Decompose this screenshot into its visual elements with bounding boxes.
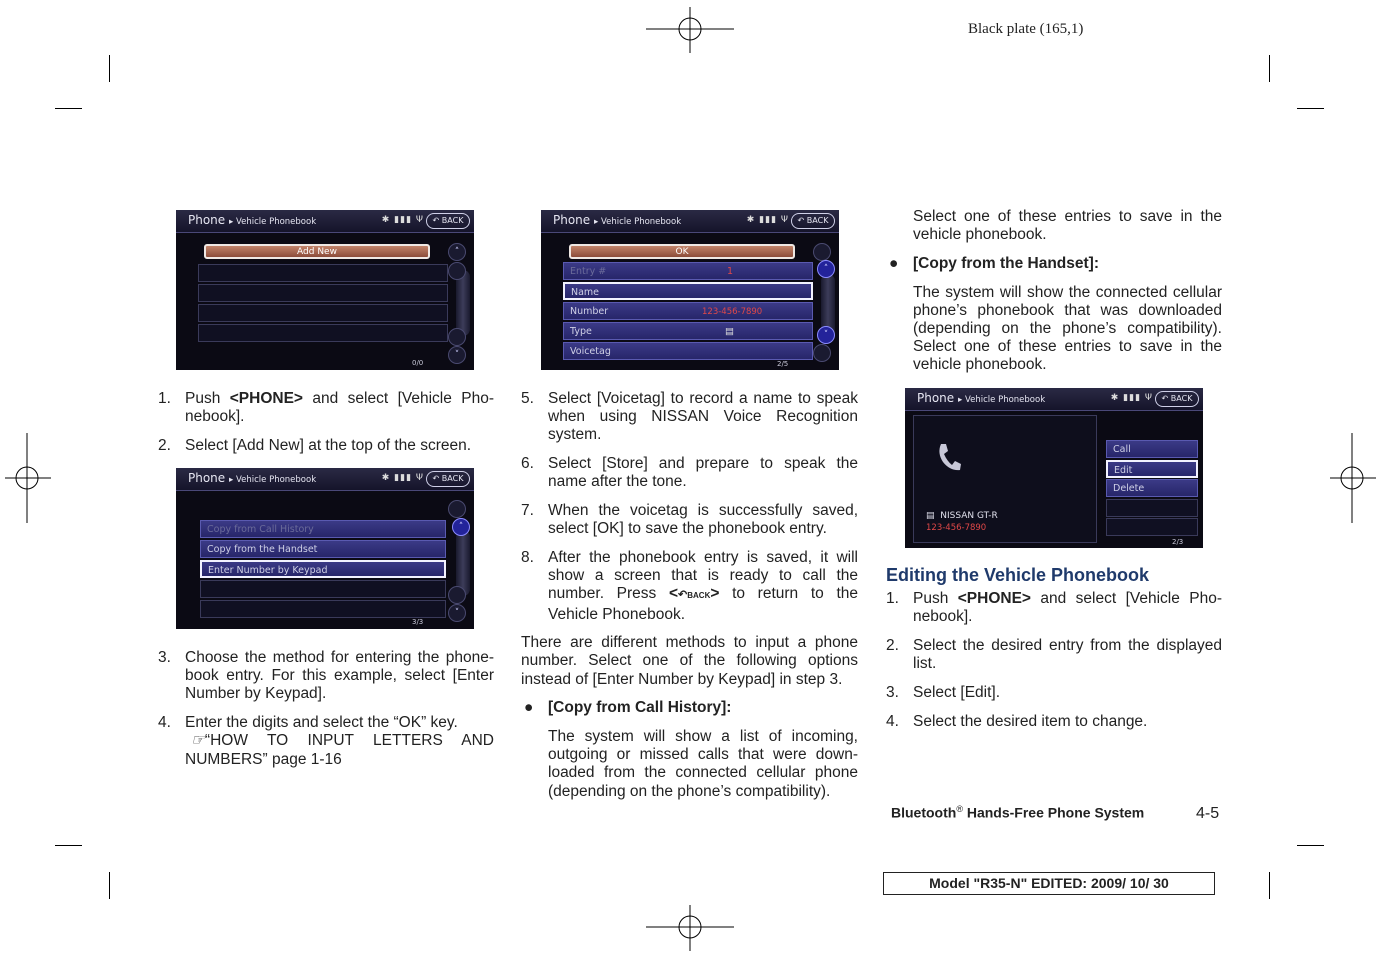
scroll-up-icon[interactable]: ˄	[817, 260, 835, 278]
field-label: Type	[570, 326, 592, 337]
step-number: 5.	[521, 390, 534, 407]
page-count: 3/3	[412, 618, 424, 626]
step-text: Select [Add New] at the top of the screen.	[185, 436, 472, 454]
scroll-knob-icon	[813, 243, 831, 261]
screen-contact-detail	[905, 388, 1203, 548]
scroll-up-icon[interactable]: ˄	[448, 243, 466, 261]
menu-item-copy-call-history[interactable]: Copy from Call History	[200, 520, 446, 538]
breadcrumb: Phone ▸ Vehicle Phonebook	[553, 213, 682, 227]
scroll-knob-icon	[448, 328, 466, 346]
field-label: Number	[570, 306, 609, 317]
breadcrumb-main: Phone	[553, 213, 591, 227]
contact-name-line: ▤ NISSAN GT-R	[926, 511, 998, 521]
back-key	[669, 585, 719, 602]
section-footer	[891, 804, 1144, 821]
step-text: Push	[185, 390, 230, 407]
field-label: Name	[571, 287, 600, 298]
step-number: 3.	[158, 649, 171, 666]
crop-mark	[109, 872, 110, 899]
crop-mark	[109, 55, 110, 82]
step-text: Select the desired entry from the displayed list.	[913, 637, 1222, 673]
scroll-knob-icon	[448, 586, 466, 604]
contact-number: 123-456-7890	[926, 523, 987, 533]
step-text: Push	[913, 590, 958, 608]
page-number: 4-5	[1196, 805, 1220, 822]
field-type[interactable]	[563, 322, 813, 340]
bullet-title: [Copy from Call History]:	[548, 699, 732, 717]
screen-new-entry	[541, 210, 839, 370]
step-text: Select [Voicetag] to record a name to speak when using NISSAN Voice Recognition system.	[548, 390, 858, 444]
call-history-continued: Select one of these entries to save in the vehicle phonebook.	[913, 208, 1222, 244]
scroll-down-icon[interactable]: ˅	[448, 346, 466, 364]
step-text: and select [Vehicle Pho-nebook].	[913, 590, 1223, 626]
bullet-handset	[886, 255, 1222, 273]
field-entry-number[interactable]	[563, 262, 813, 280]
screen-header	[905, 388, 1203, 411]
crop-mark	[1269, 55, 1270, 82]
page-count: 2/3	[1172, 538, 1184, 546]
phone-key: <PHONE>	[229, 390, 303, 407]
breadcrumb: Phone ▸ Vehicle Phonebook	[188, 213, 317, 227]
breadcrumb: Phone ▸ Vehicle Phonebook	[917, 391, 1046, 405]
field-label: Voicetag	[570, 346, 611, 357]
breadcrumb-main: Phone	[188, 471, 226, 485]
registration-mark-left	[5, 433, 51, 523]
field-voicetag[interactable]	[563, 342, 813, 360]
step-number: 1.	[886, 590, 899, 608]
field-name[interactable]	[563, 282, 813, 300]
back-arrow-icon: ↶	[678, 589, 688, 602]
step-text: and select [Vehicle Pho-nebook].	[185, 390, 495, 426]
step-8	[521, 549, 858, 624]
back-label: BACK	[806, 216, 829, 225]
crop-mark	[1269, 872, 1270, 899]
bullet-handset-text: The system will show the connected cellular phone’s phonebook that was downloaded (depending on the phone’s compatibility). Select one of these entries to save in the vehicle phonebook.	[913, 283, 1222, 374]
menu-item-edit[interactable]: Edit	[1106, 460, 1198, 478]
field-value: 1	[727, 266, 734, 277]
bullet-icon: ●	[524, 699, 534, 717]
ok-button[interactable]: OK	[569, 244, 795, 259]
menu-item-call[interactable]: Call	[1106, 440, 1198, 458]
scroll-down-icon[interactable]: ˅	[448, 604, 466, 622]
step-3	[158, 649, 494, 704]
bullet-icon: ●	[889, 254, 899, 272]
step-5	[521, 390, 858, 445]
step-text: to return to the Vehicle Phonebook.	[548, 585, 858, 623]
back-button[interactable]: ↶ BACK	[791, 213, 835, 229]
screen-header	[541, 210, 839, 233]
plate-label: Black plate (165,1)	[968, 21, 1084, 37]
reference-icon: ☞	[191, 732, 205, 750]
column-2	[521, 390, 858, 811]
registration-mark-bottom	[646, 905, 734, 951]
breadcrumb-main: Phone	[188, 213, 226, 227]
crop-mark	[1297, 108, 1324, 109]
edit-step-2	[886, 637, 1222, 673]
status-icons: ✱ ▮▮▮ Ψ	[381, 215, 424, 225]
methods-paragraph: There are different methods to input a phone number. Select one of the following options instead of [Enter Number by Keypad] in step 3.	[521, 634, 858, 688]
status-icons: ✱ ▮▮▮ Ψ	[381, 473, 424, 483]
list-item	[198, 304, 448, 322]
menu-item-enter-keypad[interactable]: Enter Number by Keypad	[200, 560, 446, 578]
column-1-lower	[158, 649, 494, 779]
step-number: 1.	[158, 390, 171, 407]
scroll-knob-icon	[448, 500, 466, 518]
step-text: Select the desired item to change.	[913, 712, 1148, 730]
step-text: After the phonebook entry is saved, it will show a screen that is ready to call the number. Press	[548, 548, 858, 603]
edit-step-4	[886, 713, 1222, 731]
screen-input-method	[176, 468, 474, 629]
phone-type-icon: ▤	[725, 326, 734, 337]
screen-header	[176, 210, 474, 233]
column-1	[158, 390, 494, 466]
page-count: 2/5	[777, 360, 789, 368]
back-label: BACK	[441, 216, 464, 225]
list-item	[1106, 499, 1198, 517]
status-icons: ✱ ▮▮▮ Ψ	[746, 215, 789, 225]
scroll-down-icon[interactable]: ˅	[817, 326, 835, 344]
scroll-knob-icon	[448, 262, 466, 280]
contact-name: NISSAN GT-R	[940, 511, 998, 521]
menu-item-delete[interactable]: Delete	[1106, 479, 1198, 497]
page-reference: “HOW TO INPUT LETTERS AND NUMBERS” page 1-16	[185, 732, 494, 768]
bullet-call-history-text: The system will show a list of incoming, outgoing or missed calls that were down-loaded from the connected cellular phone (depending on the phone’s compatibility).	[548, 728, 858, 800]
breadcrumb-sub: Vehicle Phonebook	[600, 217, 682, 227]
registration-mark-top	[646, 7, 734, 53]
crop-mark	[55, 845, 82, 846]
breadcrumb-sub: Vehicle Phonebook	[235, 475, 317, 485]
column-3	[886, 208, 1222, 385]
bullet-call-history	[521, 699, 858, 717]
step-6	[521, 455, 858, 491]
step-number: 3.	[886, 684, 899, 702]
status-icons: ✱ ▮▮▮ Ψ	[1110, 393, 1153, 403]
page-count: 0/0	[412, 359, 424, 367]
screen-add-new	[176, 210, 474, 370]
screen-header	[176, 468, 474, 491]
back-label: BACK	[1170, 394, 1193, 403]
bullet-title: [Copy from the Handset]:	[913, 254, 1099, 272]
step-number: 2.	[158, 436, 171, 454]
back-button[interactable]: ↶ BACK	[1155, 391, 1199, 407]
step-text: Select [Store] and prepare to speak the name after the tone.	[548, 455, 858, 491]
field-value: 123-456-7890	[702, 307, 763, 317]
key-bracket: <	[668, 585, 679, 603]
registered-mark: ®	[956, 804, 963, 814]
step-number: 4.	[158, 714, 171, 732]
step-7	[521, 502, 858, 538]
registration-mark-right	[1330, 433, 1376, 523]
field-number[interactable]	[563, 302, 813, 320]
edit-step-3	[886, 684, 1222, 702]
step-text: Select [Edit].	[913, 684, 1001, 702]
section-heading: Editing the Vehicle Phonebook	[886, 565, 1150, 585]
step-text: Choose the method for entering the phone-book entry. For this example, select [Enter Number by Keypad].	[185, 649, 494, 703]
key-bracket: >	[710, 585, 720, 603]
breadcrumb-main: Phone	[917, 391, 955, 405]
breadcrumb: Phone ▸ Vehicle Phonebook	[188, 471, 317, 485]
contact-panel	[913, 415, 1097, 543]
back-label: BACK	[441, 474, 464, 483]
step-number: 4.	[886, 712, 899, 730]
breadcrumb-sub: Vehicle Phonebook	[235, 217, 317, 227]
list-item	[1106, 518, 1198, 536]
scroll-up-icon[interactable]: ˄	[452, 518, 470, 536]
step-2	[158, 437, 494, 455]
crop-mark	[1297, 845, 1324, 846]
scroll-knob-icon	[813, 344, 831, 362]
step-number: 2.	[886, 637, 899, 655]
step-number: 8.	[521, 548, 534, 566]
edit-step-1	[886, 590, 1222, 626]
field-label: Entry #	[570, 266, 607, 277]
model-edit-box: Model "R35-N" EDITED: 2009/ 10/ 30	[883, 872, 1215, 895]
list-item	[198, 284, 448, 302]
back-key-label: BACK	[687, 591, 711, 601]
step-number: 7.	[521, 502, 534, 520]
breadcrumb-sub: Vehicle Phonebook	[964, 395, 1046, 405]
list-item	[198, 324, 448, 342]
step-1	[158, 390, 494, 426]
list-item	[198, 264, 448, 282]
step-text: When the voicetag is successfully saved, select [OK] to save the phonebook entry.	[548, 502, 858, 538]
footer-brand: Bluetooth	[891, 804, 957, 821]
list-item	[200, 600, 446, 618]
step-text: Enter the digits and select the “OK” key.	[185, 714, 458, 732]
back-button[interactable]: ↶ BACK	[426, 471, 470, 487]
crop-mark	[55, 108, 82, 109]
step-4	[158, 714, 494, 769]
step-number: 6.	[521, 455, 534, 473]
list-item	[200, 580, 446, 598]
add-new-button[interactable]: Add New	[204, 244, 430, 259]
phone-key: <PHONE>	[957, 590, 1031, 608]
footer-section-title: Hands-Free Phone System	[962, 804, 1145, 821]
menu-item-copy-handset[interactable]: Copy from the Handset	[200, 540, 446, 558]
column-3-lower	[886, 566, 1222, 741]
phone-handset-icon	[936, 442, 962, 472]
back-button[interactable]: ↶ BACK	[426, 213, 470, 229]
